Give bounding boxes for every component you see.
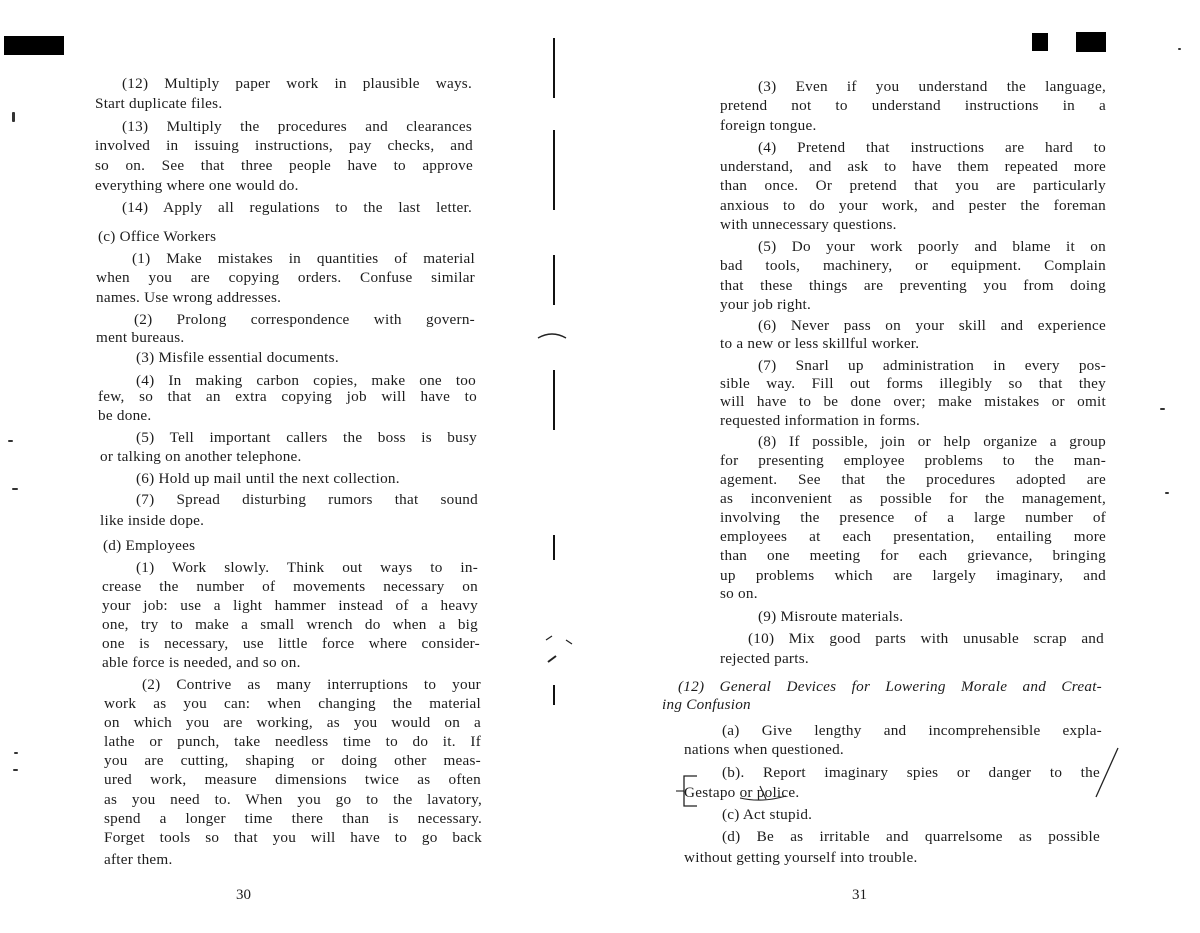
text-line: names. Use wrong addresses. <box>96 289 282 306</box>
text-line: without getting yourself into trouble. <box>684 849 918 866</box>
scan-speck <box>1160 408 1165 410</box>
text-line: (12) Multiply paper work in plausible ways. <box>122 75 472 92</box>
text-line: (6) Never pass on your skill and experience <box>758 317 1106 334</box>
text-line: ured work, measure dimensions twice as often <box>104 771 481 788</box>
redaction-block <box>4 36 64 55</box>
text-line: anxious to do your work, and pester the foreman <box>720 197 1106 214</box>
text-line: work as you can: when changing the material <box>104 695 481 712</box>
text-line: (c) Act stupid. <box>722 806 813 823</box>
text-line: foreign tongue. <box>720 117 817 134</box>
text-line: (6) Hold up mail until the next collection. <box>136 470 400 487</box>
scan-speck <box>8 440 13 442</box>
text-line: understand, and ask to have them repeated more <box>720 158 1106 175</box>
spine-line <box>553 38 555 98</box>
text-line: (10) Mix good parts with unusable scrap and <box>748 630 1104 647</box>
scan-speck <box>1178 48 1181 50</box>
text-line: so on. See that three people have to approve <box>95 157 473 174</box>
spine-line <box>553 255 555 305</box>
text-line: (7) Spread disturbing rumors that sound <box>136 491 478 508</box>
text-line: (4) Pretend that instructions are hard to <box>758 139 1106 156</box>
text-line: few, so that an extra copying job will have to <box>98 388 477 405</box>
page-number: 31 <box>852 887 867 903</box>
text-line: on which you are working, as you would on a <box>104 714 481 731</box>
text-line: crease the number of movements necessary on <box>102 578 478 595</box>
scan-speck <box>14 752 18 754</box>
text-line: sible way. Fill out forms illegibly so that they <box>720 375 1106 392</box>
right-page <box>600 0 1200 933</box>
text-line: (9) Misroute materials. <box>758 608 904 625</box>
text-line: rejected parts. <box>720 650 809 667</box>
text-line: with unnecessary questions. <box>720 216 897 233</box>
text-line: will have to be done over; make mistakes or omit <box>720 393 1106 410</box>
text-line: as inconvenient as possible for the management, <box>720 490 1106 507</box>
scan-speck <box>13 769 18 771</box>
section-heading: (d) Employees <box>103 537 196 554</box>
text-line: (b). Report imaginary spies or danger to the <box>722 764 1100 781</box>
text-line: (4) In making carbon copies, make one too <box>136 372 476 389</box>
text-line: your job: use a light hammer instead of a heavy <box>102 597 478 614</box>
text-line: spend a longer time there than is necessary. <box>104 810 482 827</box>
text-line: involved in issuing instructions, pay checks, and <box>95 137 473 154</box>
text-line: (d) Be as irritable and quarrelsome as possible <box>722 828 1100 845</box>
text-line: one is necessary, use little force where consider- <box>102 635 480 652</box>
scan-speck <box>12 488 18 490</box>
text-line: up problems which are largely imaginary, and <box>720 567 1106 584</box>
text-line: when you are copying orders. Confuse similar <box>96 269 475 286</box>
text-line: or talking on another telephone. <box>100 448 302 465</box>
text-line: that these things are preventing you from doing <box>720 277 1106 294</box>
text-line: (14) Apply all regulations to the last letter. <box>122 199 472 216</box>
text-line: lathe or punch, take needless time to do it. If <box>104 733 481 750</box>
text-line: (3) Misfile essential documents. <box>136 349 339 366</box>
section-heading: ing Confusion <box>662 696 751 713</box>
text-line: (a) Give lengthy and incomprehensible expla- <box>722 722 1102 739</box>
text-line: pretend not to understand instructions in a <box>720 97 1106 114</box>
text-line: (8) If possible, join or help organize a group <box>758 433 1106 450</box>
redaction-block <box>1032 33 1048 51</box>
text-line: be done. <box>98 407 152 424</box>
text-line: bad tools, machinery, or equipment. Complain <box>720 257 1106 274</box>
scan-speck <box>12 112 15 122</box>
text-line: as you need to. When you go to the lavatory, <box>104 791 482 808</box>
text-line: your job right. <box>720 296 812 313</box>
spine-line <box>553 370 555 430</box>
text-line: Forget tools so that you will have to go back <box>104 829 482 846</box>
left-page <box>0 0 560 933</box>
text-line: than once. Or pretend that you are particularly <box>720 177 1106 194</box>
text-line: for presenting employee problems to the man- <box>720 452 1106 469</box>
text-line: one, try to make a small wrench do when a big <box>102 616 478 633</box>
text-line: (2) Contrive as many interruptions to your <box>142 676 481 693</box>
spine-line <box>553 685 555 705</box>
text-line: (1) Make mistakes in quantities of material <box>132 250 475 267</box>
text-line: nations when questioned. <box>684 741 844 758</box>
text-line: (3) Even if you understand the language, <box>758 78 1106 95</box>
text-line: agement. See that the procedures adopted are <box>720 471 1106 488</box>
text-line: (2) Prolong correspondence with govern- <box>134 311 475 328</box>
redaction-block <box>1076 32 1106 52</box>
text-line: so on. <box>720 585 758 602</box>
section-heading: (c) Office Workers <box>98 228 217 245</box>
text-line: requested information in forms. <box>720 412 921 429</box>
text-line: able force is needed, and so on. <box>102 654 301 671</box>
section-heading: (12) General Devices for Lowering Morale and Creat- <box>678 678 1102 695</box>
text-line: (5) Tell important callers the boss is busy <box>136 429 477 446</box>
text-line: employees at each presentation, entailing more <box>720 528 1106 545</box>
text-line: (5) Do your work poorly and blame it on <box>758 238 1106 255</box>
scan-speck <box>1165 492 1169 494</box>
text-line: ment bureaus. <box>96 329 185 346</box>
text-line: Start duplicate files. <box>95 95 223 112</box>
spine-line <box>553 130 555 210</box>
text-line: (1) Work slowly. Think out ways to in- <box>136 559 478 576</box>
text-line: than one meeting for each grievance, bringing <box>720 547 1106 564</box>
text-line: like inside dope. <box>100 512 205 529</box>
text-line: (7) Snarl up administration in every pos- <box>758 357 1106 374</box>
text-line: after them. <box>104 851 173 868</box>
text-line: involving the presence of a large number of <box>720 509 1106 526</box>
text-line: (13) Multiply the procedures and clearances <box>122 118 472 135</box>
spine-line <box>553 535 555 560</box>
page-number: 30 <box>236 887 251 903</box>
text-line: you are cutting, shaping or doing other meas- <box>104 752 481 769</box>
text-line: Gestapo or police. <box>684 784 800 801</box>
text-line: everything where one would do. <box>95 177 299 194</box>
text-line: to a new or less skillful worker. <box>720 335 920 352</box>
